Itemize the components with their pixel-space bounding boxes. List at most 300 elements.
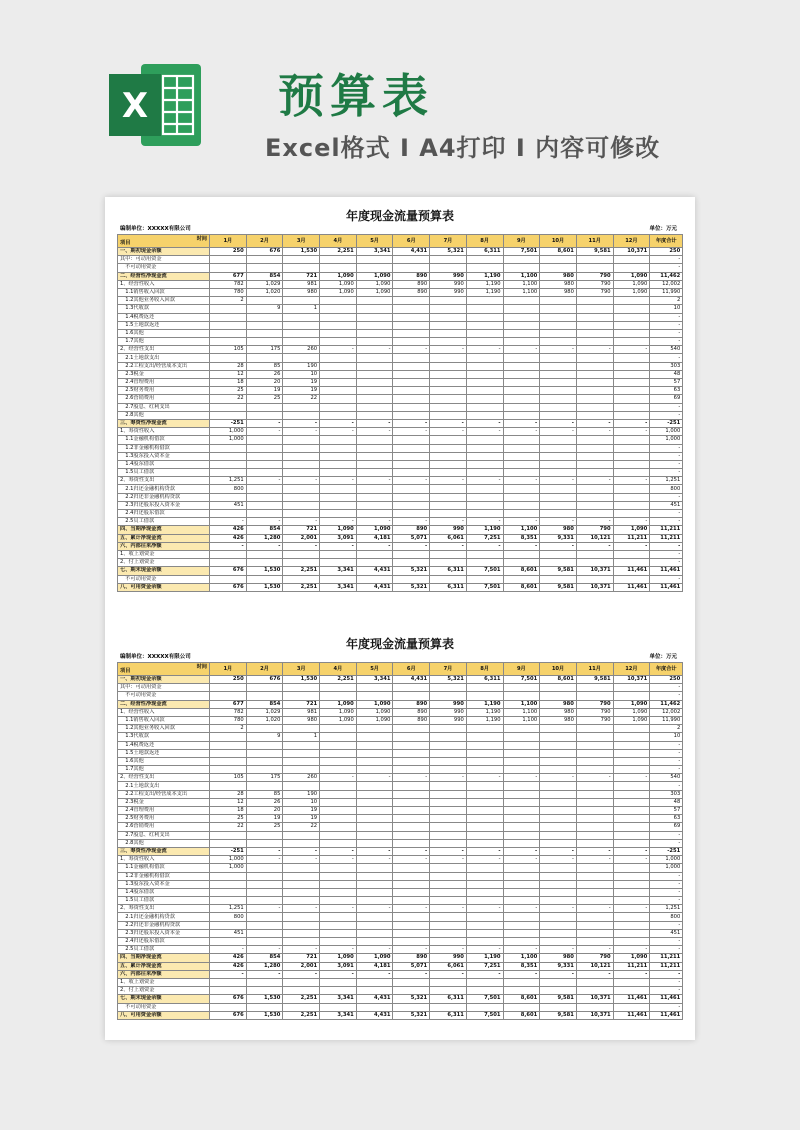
cell-total: 11,461 [650,567,683,575]
cell-value: 18 [210,807,247,815]
cell-value [540,370,577,378]
cell-value [393,749,430,757]
cell-value: 1,090 [356,288,393,296]
table-row [118,823,683,831]
cell-value: - [283,847,320,855]
table-row [118,856,683,864]
cell-value [246,550,283,558]
table-row [118,526,683,534]
cell-value [540,807,577,815]
cell-total: 10 [650,305,683,313]
cell-value [320,897,357,905]
cell-value: 790 [576,708,613,716]
cell-value [613,692,650,700]
table-row [118,321,683,329]
cell-value [283,741,320,749]
cell-value: 1,020 [246,716,283,724]
cell-value [540,297,577,305]
cell-value [576,313,613,321]
cell-value [576,256,613,264]
cell-value [356,370,393,378]
cell-value [613,798,650,806]
cell-value [576,321,613,329]
cell-value [356,757,393,765]
cell-value: 4,431 [393,248,430,256]
cell-value [540,757,577,765]
cell-value [393,741,430,749]
row-label: 1.1销售收入回款 [118,716,210,724]
cell-value: - [393,856,430,864]
cell-value [466,379,503,387]
cell-value: 426 [210,534,247,542]
cell-value: 5,071 [393,534,430,542]
cell-value: - [320,847,357,855]
cell-value [613,321,650,329]
cell-value: - [540,419,577,427]
cell-value: 26 [246,370,283,378]
cell-value [613,913,650,921]
cell-value [393,782,430,790]
cell-value: 1,090 [613,288,650,296]
row-label: 2.6营销费用 [118,823,210,831]
cell-value [210,256,247,264]
cell-value: 1,090 [613,708,650,716]
cell-value [430,913,467,921]
row-label: 2.3归还股东投入资本金 [118,501,210,509]
cell-value [466,921,503,929]
cell-value [246,329,283,337]
cell-value [393,403,430,411]
header-time-label: 时间 [196,236,207,242]
cell-value [613,749,650,757]
cell-value [613,550,650,558]
cell-value [246,766,283,774]
cell-value [283,436,320,444]
cell-value [540,872,577,880]
cell-value [210,741,247,749]
cell-value: - [466,428,503,436]
cell-value [356,684,393,692]
cell-value [356,362,393,370]
cell-value [283,766,320,774]
cell-value: 9,331 [540,962,577,970]
cell-value [613,493,650,501]
row-label: 1.1金融机构借款 [118,864,210,872]
table-row [118,395,683,403]
cell-value [393,790,430,798]
cell-value [320,297,357,305]
cell-value [246,485,283,493]
cell-value [283,839,320,847]
cell-value [466,684,503,692]
cell-value [430,888,467,896]
cell-value [576,921,613,929]
cell-value: 721 [283,954,320,962]
cell-value [283,510,320,518]
cell-value [466,305,503,313]
cell-value [320,436,357,444]
cell-value: 11,461 [613,583,650,591]
cell-value: 451 [210,929,247,937]
cell-value [613,575,650,583]
cell-value [576,510,613,518]
cell-value [540,264,577,272]
cell-value [466,338,503,346]
cell-value [246,684,283,692]
cell-value: 6,311 [466,676,503,684]
cell-value [393,452,430,460]
cell-value: - [246,905,283,913]
cell-value [283,297,320,305]
cell-value [393,807,430,815]
cell-value: 11,461 [613,995,650,1003]
company-label: 编制单位：XXXXX有限公司 [120,654,191,660]
header-month: 5月 [356,663,393,676]
cell-value: - [466,946,503,954]
cell-value [246,411,283,419]
report-2 [117,635,683,1020]
cell-value: 5,321 [430,248,467,256]
table-row [118,485,683,493]
cell-value: 10,371 [613,248,650,256]
cell-value: - [466,905,503,913]
header-month: 1月 [210,235,247,248]
cell-value: 800 [210,485,247,493]
cell-value [576,929,613,937]
cell-value [320,469,357,477]
cell-value: 250 [210,676,247,684]
cell-value [466,313,503,321]
cell-value [283,501,320,509]
cell-value: 11,211 [613,534,650,542]
cell-value [210,692,247,700]
cell-value [503,321,540,329]
cell-value [540,354,577,362]
cell-value [430,1003,467,1011]
cell-value [320,782,357,790]
cell-value [356,782,393,790]
table-row [118,692,683,700]
cell-value [540,550,577,558]
cell-value: 10,371 [576,1011,613,1019]
cell-value: 2,251 [320,676,357,684]
cell-value: 890 [393,716,430,724]
row-label: 2.4归还股东借款 [118,938,210,946]
cell-value: 4,181 [356,962,393,970]
cell-value: - [503,946,540,954]
cell-value: - [466,847,503,855]
cell-value: 1,190 [466,526,503,534]
cell-value: 980 [540,700,577,708]
table-row [118,329,683,337]
cell-value [540,338,577,346]
cell-value: - [283,946,320,954]
cell-value: - [356,774,393,782]
cell-value: 1,020 [246,288,283,296]
table-row [118,501,683,509]
cell-value [320,256,357,264]
row-label: 1.6其他 [118,329,210,337]
cell-value [430,987,467,995]
cell-value: 175 [246,346,283,354]
row-label: 2.7股息、红利支出 [118,403,210,411]
row-label: 不可动用资金 [118,692,210,700]
cell-total: 11,462 [650,700,683,708]
report-meta [117,225,683,234]
row-label: 不可动用资金 [118,264,210,272]
cell-value [613,387,650,395]
cell-value [576,782,613,790]
header-month: 9月 [503,663,540,676]
cell-value: - [466,970,503,978]
cell-value [393,411,430,419]
row-label: 2.2工程支出/经营成本支出 [118,790,210,798]
cell-value: 1 [283,305,320,313]
cell-total: - [650,970,683,978]
cell-value [246,444,283,452]
table-row [118,272,683,280]
cell-total: 2 [650,297,683,305]
cell-value [356,692,393,700]
row-label: 2.1归还金融机构贷款 [118,913,210,921]
cell-value: 10 [283,798,320,806]
cell-total: 451 [650,929,683,937]
cell-value [356,766,393,774]
cell-value [246,725,283,733]
cell-total: - [650,518,683,526]
cell-value [466,692,503,700]
cell-value: 451 [210,501,247,509]
table-row [118,362,683,370]
cell-value: 990 [430,280,467,288]
cell-value [356,823,393,831]
cell-total: -251 [650,847,683,855]
row-label: 八、可用资金余额 [118,1011,210,1019]
cell-value [356,725,393,733]
cell-value [283,692,320,700]
cell-value [430,460,467,468]
cell-value [576,444,613,452]
cell-value: 19 [246,815,283,823]
cell-value: - [613,847,650,855]
cell-total: 1,000 [650,436,683,444]
cell-value [613,395,650,403]
cell-value [246,493,283,501]
company-label: 编制单位：XXXXX有限公司 [120,226,191,232]
cell-value [540,493,577,501]
cell-value [576,297,613,305]
cell-value: - [540,518,577,526]
cell-value: 2,251 [283,995,320,1003]
cell-value: 1,100 [503,288,540,296]
cell-value [430,559,467,567]
cell-value: 1,090 [613,280,650,288]
cell-value [466,403,503,411]
row-label: 1.5土地款返还 [118,749,210,757]
table-row [118,733,683,741]
row-label: 四、当期净现金流 [118,526,210,534]
cell-value [576,501,613,509]
cell-value [503,692,540,700]
cell-value: - [430,905,467,913]
cell-value [246,831,283,839]
cell-value [320,807,357,815]
cell-value: - [320,946,357,954]
cell-value [466,436,503,444]
cell-total: - [650,452,683,460]
cell-value [320,987,357,995]
cell-value [503,338,540,346]
cell-value: 9,581 [540,567,577,575]
report-title: 年度现金流量预算表 [345,637,454,651]
table-row [118,559,683,567]
cell-value [210,460,247,468]
row-label: 2.1归还金融机构贷款 [118,485,210,493]
budget-table [117,234,683,592]
cell-value: 250 [210,248,247,256]
cell-total: - [650,575,683,583]
cell-value [246,872,283,880]
cell-value: 8,601 [503,1011,540,1019]
cell-value [283,978,320,986]
cell-value: 1,090 [356,272,393,280]
cell-value [613,460,650,468]
cell-value [356,807,393,815]
cell-value [503,929,540,937]
cell-value: 1,090 [356,954,393,962]
cell-value [246,452,283,460]
cell-value: - [540,542,577,550]
cell-value [503,897,540,905]
cell-value [283,354,320,362]
cell-value [503,501,540,509]
cell-value: 890 [393,526,430,534]
cell-value [430,864,467,872]
cell-value [246,929,283,937]
cell-value: 790 [576,280,613,288]
cell-value: 6,311 [466,248,503,256]
header-month: 2月 [246,235,283,248]
cell-value [540,741,577,749]
cell-value [430,692,467,700]
cell-value [356,485,393,493]
cell-value: 1,000 [210,856,247,864]
table-row [118,575,683,583]
cell-value: 7,501 [503,676,540,684]
table-row [118,280,683,288]
cell-value: - [466,477,503,485]
cell-value [613,256,650,264]
cell-value [466,452,503,460]
cell-value: - [283,518,320,526]
row-label: 五、累计净现金流 [118,962,210,970]
cell-value: 426 [210,962,247,970]
cell-value [540,782,577,790]
table-row [118,987,683,995]
cell-total: 57 [650,807,683,815]
cell-value [393,354,430,362]
cell-value [320,403,357,411]
cell-total: - [650,766,683,774]
cell-value: - [613,477,650,485]
table-row [118,534,683,542]
cell-value: 1,090 [320,526,357,534]
cell-value: - [246,856,283,864]
cell-value: 980 [540,954,577,962]
cell-value [430,807,467,815]
cell-value [503,823,540,831]
row-label: 1.3代收款 [118,305,210,313]
cell-value [210,978,247,986]
cell-value: 990 [430,716,467,724]
cell-value [613,411,650,419]
cell-value [283,256,320,264]
cell-value [356,897,393,905]
cell-value: 790 [576,272,613,280]
cell-value [576,305,613,313]
cell-value [613,757,650,765]
cell-value: 25 [210,815,247,823]
cell-total: - [650,313,683,321]
cell-value [466,872,503,880]
cell-total: 11,461 [650,1011,683,1019]
cell-total: - [650,1003,683,1011]
cell-value: 1,100 [503,526,540,534]
cell-value: 854 [246,526,283,534]
cell-value [613,839,650,847]
cell-value [613,938,650,946]
cell-value [246,1003,283,1011]
cell-total: - [650,987,683,995]
row-label: 三、筹资性净现金流 [118,419,210,427]
cell-value: 1,100 [503,272,540,280]
cell-value [283,872,320,880]
row-label: 五、累计净现金流 [118,534,210,542]
cell-value [540,469,577,477]
cell-value [430,782,467,790]
cell-value: 980 [540,716,577,724]
cell-value: - [393,518,430,526]
cell-value [283,929,320,937]
cell-value [540,329,577,337]
cell-value: - [466,518,503,526]
cell-value [576,749,613,757]
cell-value: - [246,419,283,427]
cell-value: 12 [210,798,247,806]
cell-value [613,313,650,321]
cell-value: 3,091 [320,534,357,542]
row-label: 2.8其他 [118,839,210,847]
row-label: 一、期初现金余额 [118,248,210,256]
row-label: 2.3税金 [118,798,210,806]
cell-value [466,888,503,896]
cell-value [356,329,393,337]
cell-total: - [650,403,683,411]
table-row [118,831,683,839]
cell-value: - [246,946,283,954]
cell-value [540,444,577,452]
cell-value [540,559,577,567]
cell-value: 3,341 [320,1011,357,1019]
cell-value: - [393,946,430,954]
cell-value: 981 [283,708,320,716]
cell-total: 1,000 [650,428,683,436]
cell-value [503,798,540,806]
cell-value: 8,351 [503,962,540,970]
row-label: 2.5员工借款 [118,518,210,526]
page-subtitle: Excel格式 I A4打印 I 内容可修改 [265,134,661,162]
cell-value [320,864,357,872]
